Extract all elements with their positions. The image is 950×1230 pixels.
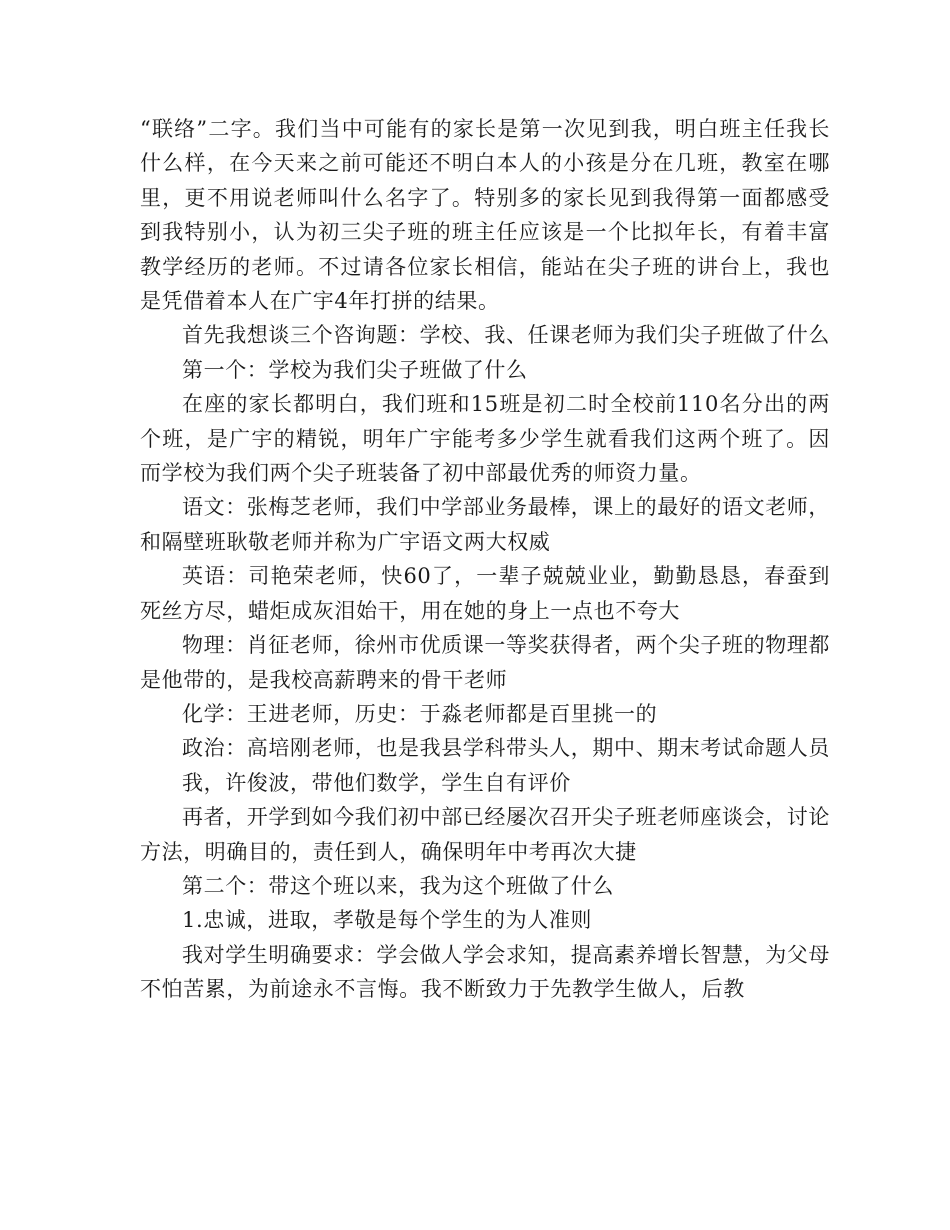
paragraph: 再者，开学到如今我们初中部已经屡次召开尖子班老师座谈会，讨论方法，明确目的，责任到人，确保明年中考再次大捷 — [140, 805, 830, 864]
paragraph: 英语：司艳荣老师，快60了，一辈子兢兢业业，勤勤恳恳，春蚕到死丝方尽，蜡炬成灰泪始干，用在她的身上一点也不夸大 — [140, 564, 830, 623]
section-heading: 第一个：学校为我们尖子班做了什么 — [182, 357, 528, 382]
list-item: 1.忠诚，进取，孝敬是每个学生的为人准则 — [182, 908, 593, 933]
paragraph: 首先我想谈三个咨询题：学校、我、任课老师为我们尖子班做了什么 — [182, 323, 830, 348]
paragraph: 物理：肖征老师，徐州市优质课一等奖获得者，两个尖子班的物理都是他带的，是我校高薪聘来的骨干老师 — [140, 633, 830, 692]
paragraph: 语文：张梅芝老师，我们中学部业务最棒，课上的最好的语文老师，和隔壁班耿敬老师并称为广宇语文两大权威 — [140, 495, 830, 554]
document-body — [140, 112, 830, 1007]
paragraph: 化学：王进老师，历史：于淼老师都是百里挑一的 — [182, 701, 658, 726]
paragraph: 我，许俊波，带他们数学，学生自有评价 — [182, 770, 571, 795]
paragraph: 我对学生明确要求：学会做人学会求知，提高素养增长智慧，为父母不怕苦累，为前途永不言悔。我不断致力于先教学生做人，后教 — [140, 942, 830, 1002]
paragraph: 政治：高培刚老师，也是我县学科带头人，期中、期末考试命题人员 — [182, 736, 830, 761]
section-heading: 第二个：带这个班以来，我为这个班做了什么 — [182, 873, 614, 898]
paragraph: “联络”二字。我们当中可能有的家长是第一次见到我，明白班主任我长什么样，在今天来之前可能还不明白本人的小孩是分在几班，教室在哪里，更不用说老师叫什么名字了。特别多的家长见到我得第一面都感受到我特别小，认为初三尖子班的班主任应该是一个比拟年长，有着丰富教学经历的老师。不过请各位家长相信，能站在尖子班的讲台上，我也是凭借着本人在广宇4年打拼的结果。 — [140, 117, 830, 314]
paragraph: 在座的家长都明白，我们班和15班是初二时全校前110名分出的两个班，是广宇的精锐，明年广宇能考多少学生就看我们这两个班了。因而学校为我们两个尖子班装备了初中部最优秀的师资力量。 — [140, 392, 830, 486]
